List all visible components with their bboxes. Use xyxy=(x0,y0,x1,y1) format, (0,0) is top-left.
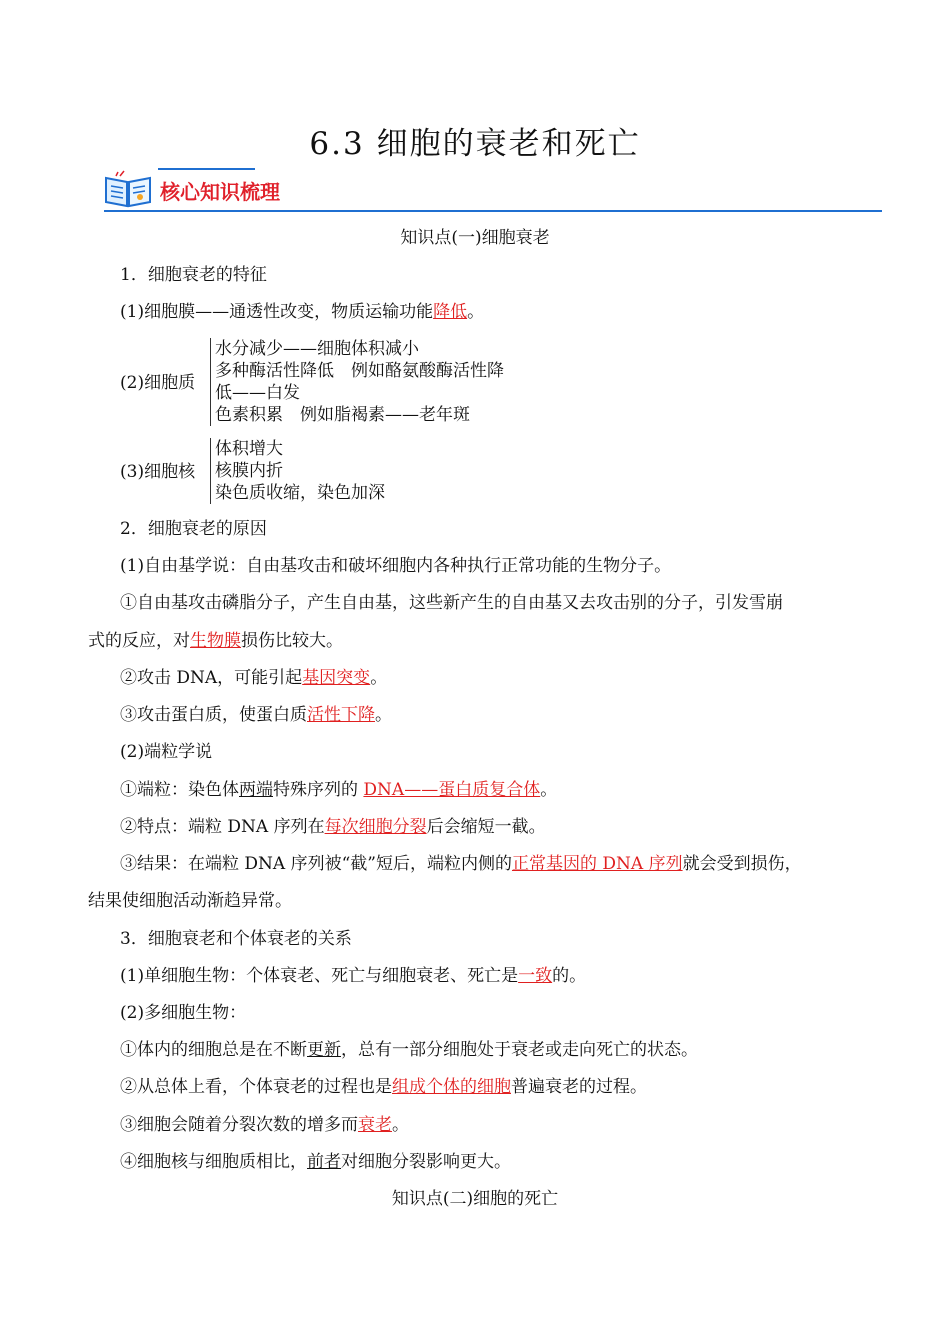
s1-title: 1．细胞衰老的特征 xyxy=(120,265,267,285)
m4-line: ④细胞核与细胞质相比，前者对细胞分裂影响更大。 xyxy=(120,1152,511,1172)
nucleus-label: (3)细胞核 xyxy=(120,462,196,482)
fr3-line: ③攻击蛋白质，使蛋白质活性下降。 xyxy=(120,705,392,725)
answer-blank: 每次细胞分裂 xyxy=(324,817,427,837)
answer-blank: 活性下降 xyxy=(307,705,375,725)
answer-blank: 衰老 xyxy=(358,1115,392,1135)
answer-blank: DNA——蛋白质复合体 xyxy=(363,780,541,800)
t3-line2: 结果使细胞活动渐趋异常。 xyxy=(88,891,292,911)
list-item: 核膜内折 xyxy=(215,461,283,481)
nucleus-list xyxy=(215,438,385,504)
t2-line: ②特点：端粒 DNA 序列在每次细胞分裂后会缩短一截。 xyxy=(120,817,546,837)
underlined-term: 更新 xyxy=(307,1040,341,1060)
answer-blank: 一致 xyxy=(518,966,553,986)
cytoplasm-label: (2)细胞质 xyxy=(120,373,196,393)
cytoplasm-list xyxy=(215,338,504,426)
m3-line: ③细胞会随着分裂次数的增多而衰老。 xyxy=(120,1115,409,1135)
header-rule xyxy=(104,210,882,212)
answer-blank: 生物膜 xyxy=(190,631,241,651)
fr2-line: ②攻击 DNA，可能引起基因突变。 xyxy=(120,668,388,688)
free-radical-theory: (1)自由基学说：自由基攻击和破坏细胞内各种执行正常功能的生物分子。 xyxy=(120,556,672,576)
membrane-line: (1)细胞膜——通透性改变，物质运输功能降低。 xyxy=(120,302,485,322)
cytoplasm-brace xyxy=(210,338,213,426)
telomere-theory: (2)端粒学说 xyxy=(120,742,213,762)
t3-line1: ③结果：在端粒 DNA 序列被“截”短后，端粒内侧的正常基因的 DNA 序列就会受到损伤， xyxy=(120,854,802,874)
page-title: 6.3 细胞的衰老和死亡 xyxy=(309,126,641,162)
underlined-term: 前者 xyxy=(307,1152,341,1172)
list-item: 水分减少——细胞体积减小 xyxy=(215,339,419,359)
book-icon xyxy=(100,170,156,210)
answer-blank: 基因突变 xyxy=(302,668,371,688)
answer-blank: 组成个体的细胞 xyxy=(392,1077,511,1097)
list-item: 体积增大 xyxy=(215,439,283,459)
answer-blank: 降低 xyxy=(433,302,468,322)
m1-line: ①体内的细胞总是在不断更新，总有一部分细胞处于衰老或走向死亡的状态。 xyxy=(120,1040,698,1060)
list-item: 低——白发 xyxy=(215,383,300,403)
multi-cell-line: (2)多细胞生物： xyxy=(120,1003,247,1023)
single-cell-line: (1)单细胞生物：个体衰老、死亡与细胞衰老、死亡是一致的。 xyxy=(120,966,587,986)
fr1-line2: 式的反应，对生物膜损伤比较大。 xyxy=(88,631,343,651)
list-item: 色素积累 例如脂褐素——老年斑 xyxy=(215,405,470,425)
answer-blank: 正常基因的 DNA 序列 xyxy=(511,854,683,874)
section-badge: 核心知识梳理 xyxy=(160,180,280,204)
kp1-heading: 知识点(一)细胞衰老 xyxy=(400,228,550,248)
kp2-heading: 知识点(二)细胞的死亡 xyxy=(391,1189,559,1209)
underlined-term: 两端 xyxy=(239,780,273,800)
fr1-line1: ①自由基攻击磷脂分子，产生自由基，这些新产生的自由基又去攻击别的分子，引发雪崩 xyxy=(120,593,783,613)
t1-line: ①端粒：染色体两端特殊序列的 DNA——蛋白质复合体。 xyxy=(120,780,558,800)
list-item: 多种酶活性降低 例如酪氨酸酶活性降 xyxy=(215,361,504,381)
header-rule-short xyxy=(158,168,255,170)
nucleus-brace xyxy=(210,438,213,504)
s3-title: 3．细胞衰老和个体衰老的关系 xyxy=(120,929,352,949)
list-item: 染色质收缩，染色加深 xyxy=(215,483,385,503)
m2-line: ②从总体上看，个体衰老的过程也是组成个体的细胞普遍衰老的过程。 xyxy=(120,1077,647,1097)
s2-title: 2．细胞衰老的原因 xyxy=(120,519,267,539)
